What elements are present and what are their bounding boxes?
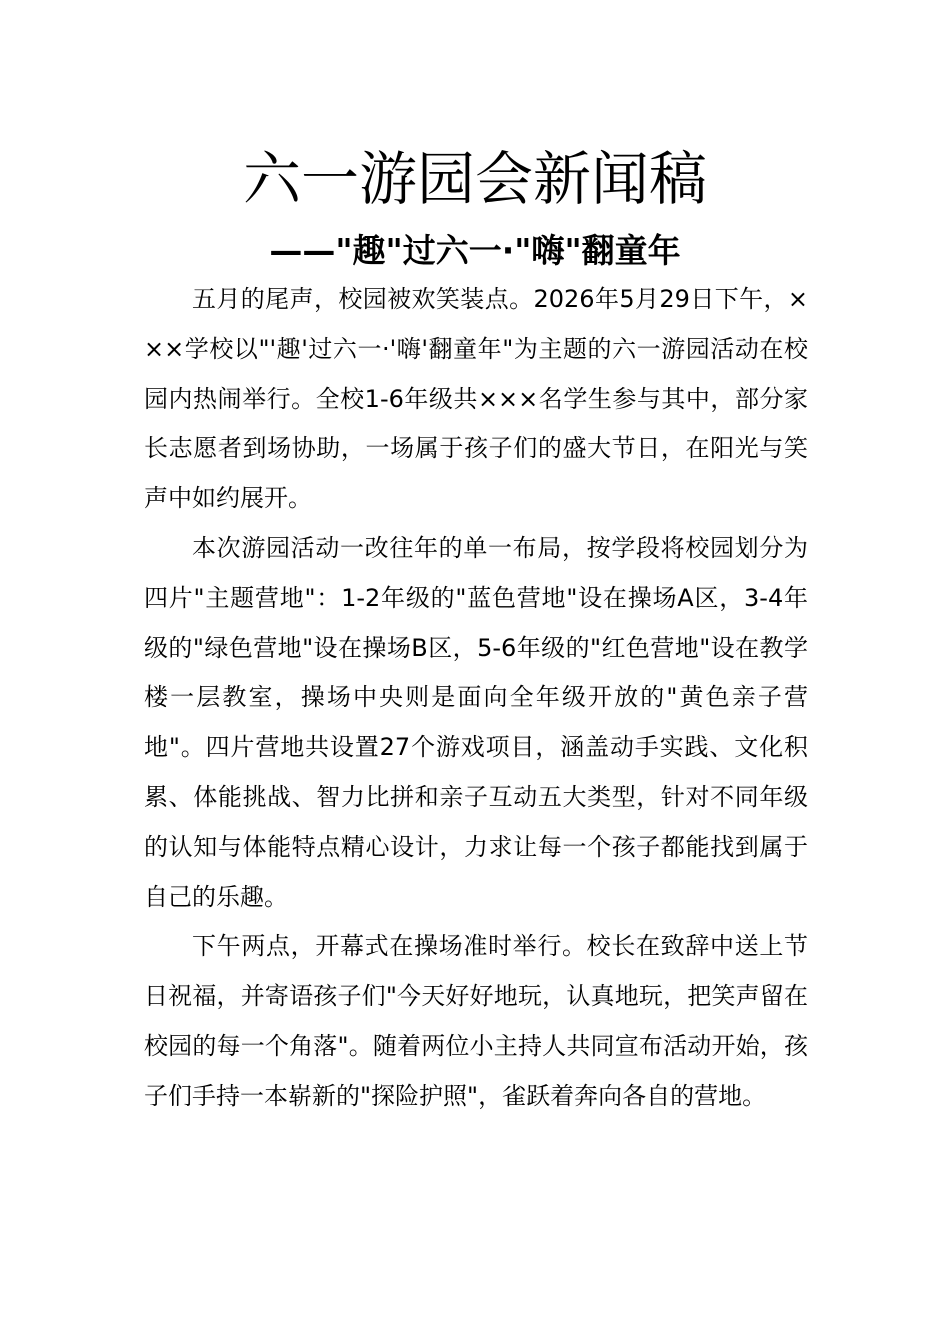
- document-body: [144, 275, 808, 1122]
- document-subtitle: ——"趣"过六一·"嗨"翻童年: [269, 231, 681, 270]
- paragraph-opening: 下午两点，开幕式在操场准时举行。校长在致辞中送上节日祝福，并寄语孩子们"今天好好地玩，认真地玩，把笑声留在校园的每一个角落"。随着两位小主持人共同宣布活动开始，孩子们手持一本崭新的"探险护照"，雀跃着奔向各自的营地。: [144, 932, 808, 1110]
- paragraph-intro: 五月的尾声，校园被欢笑装点。2026年5月29日下午，×××学校以"'趣'过六一·'嗨'翻童年"为主题的六一游园活动在校园内热闹举行。全校1-6年级共×××名学生参与其中，部分家长志愿者到场协助，一场属于孩子们的盛大节日，在阳光与笑声中如约展开。: [144, 285, 808, 513]
- paragraph-camps: 本次游园活动一改往年的单一布局，按学段将校园划分为四片"主题营地"：1-2年级的"蓝色营地"设在操场A区，3-4年级的"绿色营地"设在操场B区，5-6年级的"红色营地"设在教学楼一层教室，操场中央则是面向全年级开放的"黄色亲子营地"。四片营地共设置27个游戏项目，涵盖动手实践、文化积累、体能挑战、智力比拼和亲子互动五大类型，针对不同年级的认知与体能特点精心设计，力求让每一个孩子都能找到属于自己的乐趣。: [144, 533, 808, 911]
- document-title: 六一游园会新闻稿: [242, 145, 707, 213]
